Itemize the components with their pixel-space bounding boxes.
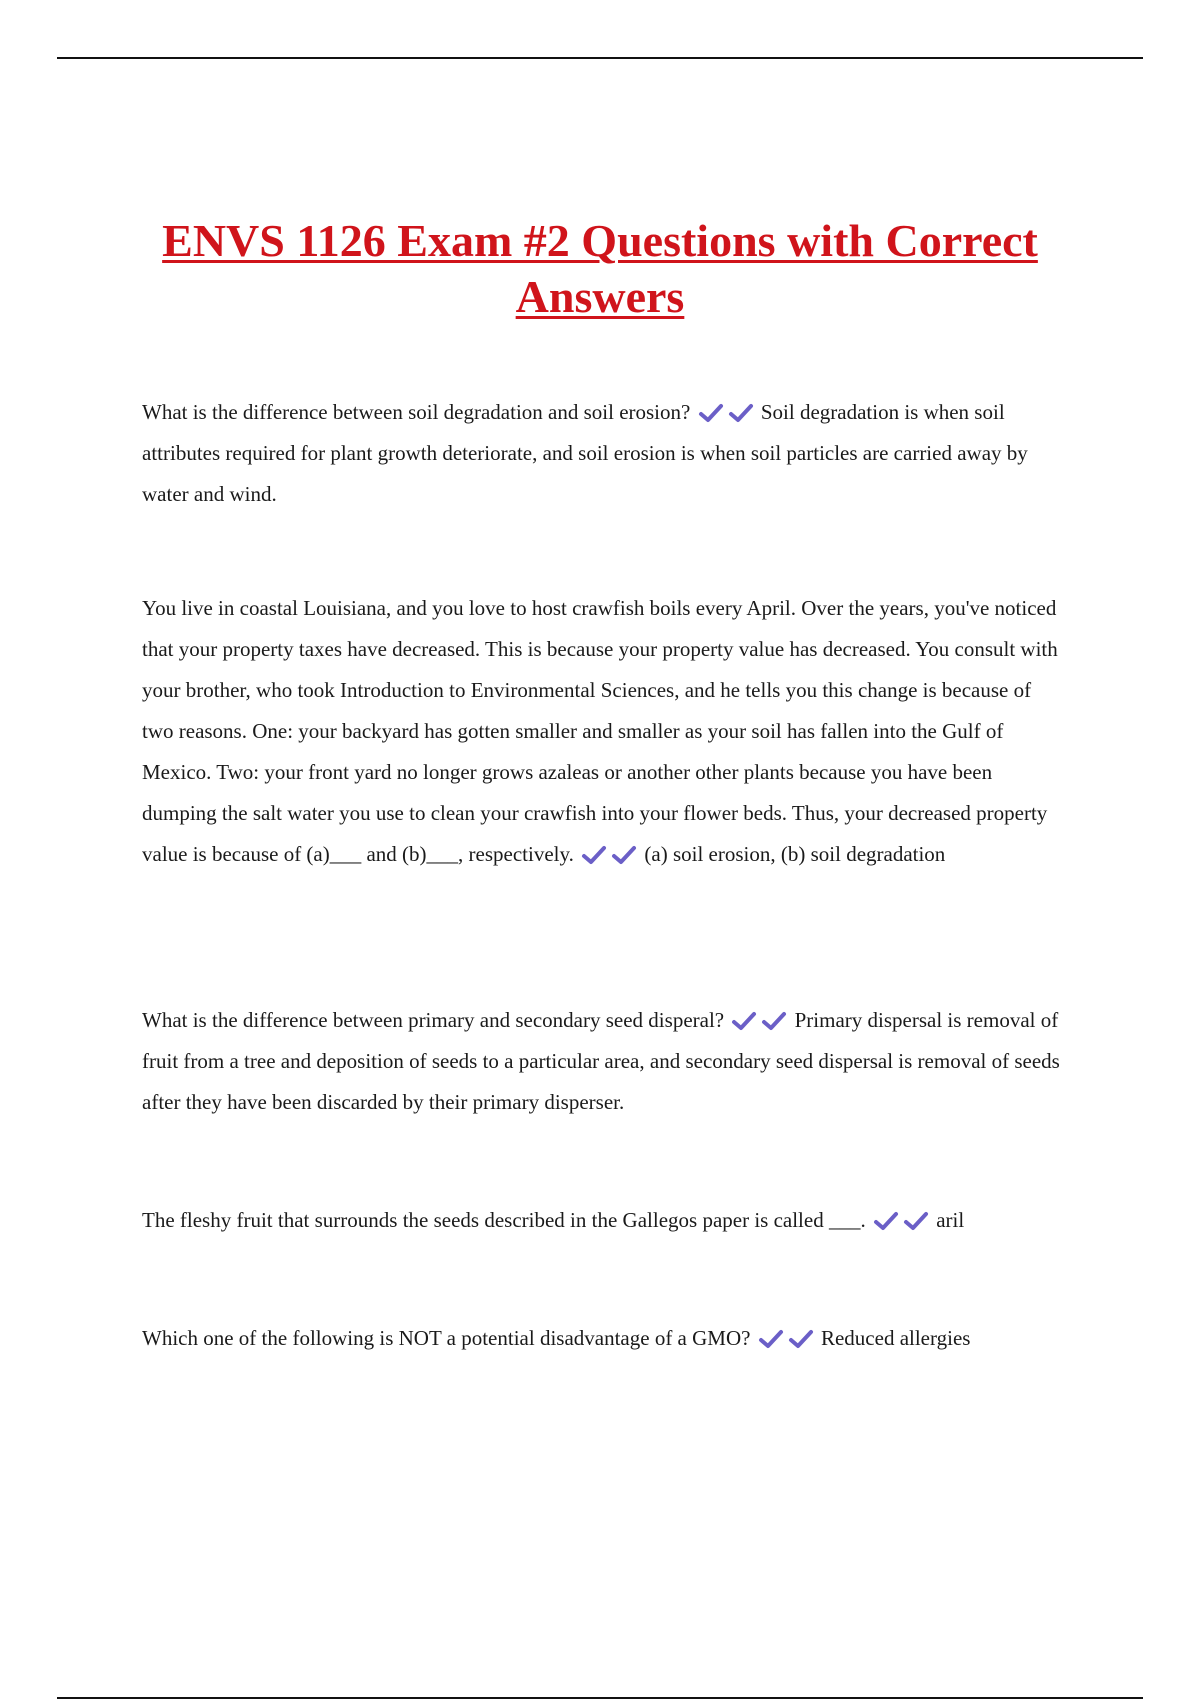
qa-item: [142, 1318, 1062, 1359]
answer-text: Primary dispersal is removal of fruit from a tree and deposition of seeds to a particular area, and secondary seed dispersal is removal of seeds after they have been discarded by their primary disperser.: [142, 1008, 1060, 1114]
answer-text: Soil degradation is when soil attributes required for plant growth deteriorate, and soil erosion is when soil particles are carried away by water and wind.: [142, 400, 1028, 506]
question-text: The fleshy fruit that surrounds the seeds described in the Gallegos paper is called ___.: [142, 1208, 866, 1232]
checkmark-icon: [731, 1010, 757, 1032]
qa-item: [142, 1200, 1062, 1241]
checkmark-icon: [611, 844, 637, 866]
answer-marker: [756, 1326, 821, 1350]
question-text: What is the difference between primary and secondary seed disperal?: [142, 1008, 725, 1032]
answer-marker: [579, 842, 644, 866]
checkmark-icon: [698, 402, 724, 424]
checkmark-icon: [873, 1210, 899, 1232]
checkmark-icon: [788, 1328, 814, 1350]
document-title: ENVS 1126 Exam #2 Questions with Correct Answers: [162, 215, 1038, 322]
answer-marker: [871, 1208, 936, 1232]
question-text: You live in coastal Louisiana, and you love to host crawfish boils every April. Over the years, you've noticed that your property taxes have decreased. This is because your property value has decreased. You consult with your brother, who took Introduction to Environmental Sciences, and he tells you this change is because of two reasons. One: your backyard has gotten smaller and smaller as your soil has fallen into the Gulf of Mexico. Two: your front yard no longer grows azaleas or another other plants because you have been dumping the salt water you use to clean your crawfish into your flower beds. Thus, your decreased property value is because of (a)___ and (b)___, respectively.: [142, 596, 1058, 866]
checkmark-icon: [903, 1210, 929, 1232]
question-text: What is the difference between soil degradation and soil erosion?: [142, 400, 691, 424]
checkmark-icon: [758, 1328, 784, 1350]
answer-marker: [696, 400, 761, 424]
checkmark-icon: [581, 844, 607, 866]
qa-item: [142, 392, 1062, 515]
checkmark-icon: [728, 402, 754, 424]
answer-marker: [729, 1008, 794, 1032]
question-text: Which one of the following is NOT a potential disadvantage of a GMO?: [142, 1326, 751, 1350]
qa-item: [142, 1000, 1062, 1123]
qa-item: [142, 588, 1062, 875]
answer-text: Reduced allergies: [820, 1326, 971, 1350]
bottom-rule: [57, 1697, 1143, 1699]
top-rule: [57, 57, 1143, 59]
checkmark-icon: [761, 1010, 787, 1032]
answer-text: (a) soil erosion, (b) soil degradation: [644, 842, 946, 866]
answer-text: aril: [936, 1208, 965, 1232]
